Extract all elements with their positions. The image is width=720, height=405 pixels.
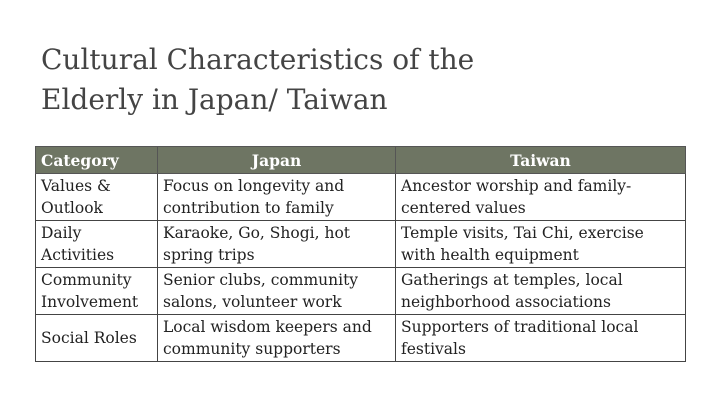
header-category: Category — [36, 147, 158, 174]
row-japan: Focus on longevity and contribution to family — [158, 174, 396, 221]
table-row — [36, 174, 686, 221]
slide-title-line-2: Elderly in Japan/ Taiwan — [41, 83, 388, 116]
row-taiwan: Ancestor worship and family-centered values — [396, 174, 686, 221]
row-japan: Local wisdom keepers and community supporters — [158, 315, 396, 362]
row-japan: Karaoke, Go, Shogi, hot spring trips — [158, 221, 396, 268]
table-row — [36, 221, 686, 268]
row-category: Community Involvement — [36, 268, 158, 315]
row-taiwan: Temple visits, Tai Chi, exercise with health equipment — [396, 221, 686, 268]
slide-title-line-1: Cultural Characteristics of the — [41, 43, 475, 76]
row-category: Daily Activities — [36, 221, 158, 268]
table-header-row — [36, 147, 686, 174]
row-taiwan: Supporters of traditional local festivals — [396, 315, 686, 362]
table-row — [36, 268, 686, 315]
header-taiwan: Taiwan — [396, 147, 686, 174]
row-taiwan: Gatherings at temples, local neighborhood associations — [396, 268, 686, 315]
comparison-table — [35, 146, 686, 362]
slide-title — [41, 40, 474, 120]
header-japan: Japan — [158, 147, 396, 174]
row-category: Social Roles — [36, 315, 158, 362]
row-category: Values & Outlook — [36, 174, 158, 221]
row-japan: Senior clubs, community salons, volunteer work — [158, 268, 396, 315]
table-row — [36, 315, 686, 362]
